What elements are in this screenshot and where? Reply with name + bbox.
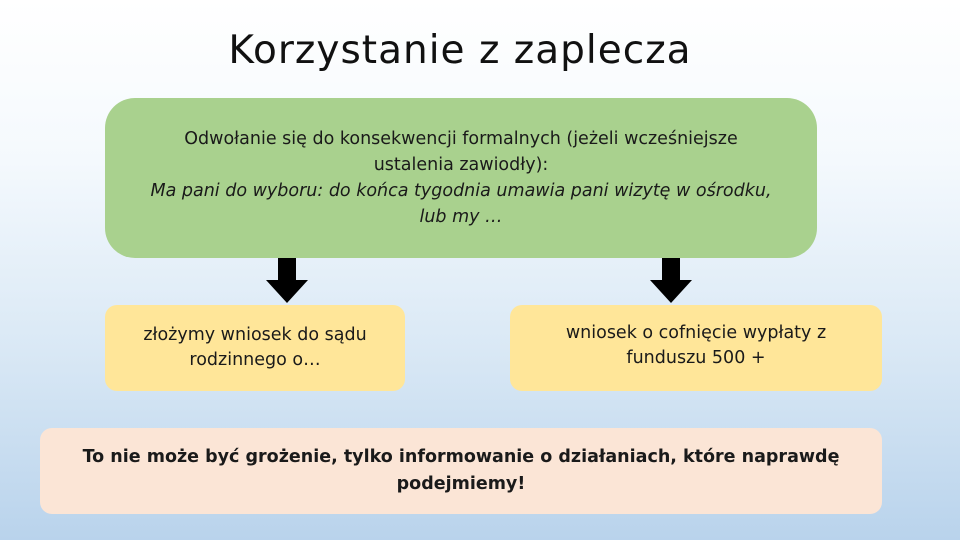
main-box-line2: Ma pani do wyboru: do końca tygodnia umawia pani wizytę w ośrodku, lub my … <box>150 181 772 227</box>
option-court-text: złożymy wniosek do sądu rodzinnego o… <box>143 325 367 370</box>
note-text: To nie może być grożenie, tylko informowanie o działaniach, które naprawdę podejmiemy! <box>82 447 840 494</box>
note-box <box>40 428 882 514</box>
arrow-down-icon-right <box>648 258 694 304</box>
slide-title: Korzystanie z zaplecza <box>228 28 692 73</box>
option-box-benefit <box>510 305 882 391</box>
main-box-line1: Odwołanie się do konsekwencji formalnych (jeżeli wcześniejsze ustalenia zawiodły): <box>184 129 738 175</box>
option-box-court <box>105 305 405 391</box>
arrow-down-icon-left <box>264 258 310 304</box>
main-box <box>105 98 817 258</box>
option-benefit-text: wniosek o cofnięcie wypłaty z funduszu 500 + <box>565 323 827 368</box>
